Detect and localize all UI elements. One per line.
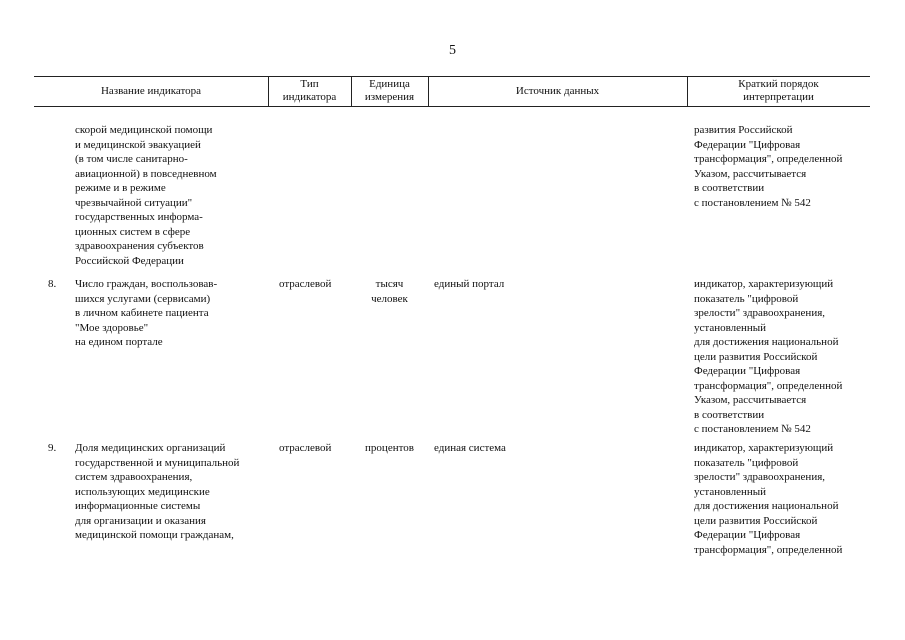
header-unit-label: Единица измерения xyxy=(364,78,415,103)
indicator-name: Доля медицинских организаций государственной и муниципальной систем здравоохранения, использующих медицинские информационные системы для организации и оказания медицинской помощи гражданам, xyxy=(75,442,240,541)
indicator-type: отраслевой xyxy=(279,278,332,290)
header-indicator-name xyxy=(34,76,268,106)
unit: процентов xyxy=(365,442,414,454)
header-indicator-type xyxy=(268,76,351,106)
row-number: 8. xyxy=(48,278,57,290)
header-bottom-rule xyxy=(34,106,870,107)
header-interpretation xyxy=(687,76,870,106)
unit: тысяч человек xyxy=(371,278,408,305)
header-interpretation-label: Краткий порядок интерпретации xyxy=(738,78,819,103)
header-indicator-name-label: Название индикатора xyxy=(100,84,202,97)
interpretation: развития Российской Федерации "Цифровая трансформация", определенной Указом, рассчитывается в соответствии с постановлением № 542 xyxy=(694,124,843,209)
indicator-name: скорой медицинской помощи и медицинской эвакуацией (в том числе санитарно- авиационной) в повседневном режиме и в режиме чрезвычайной ситуации" государственных информа- ционных систем в сфере здравоохранения субъектов Российской Федерации xyxy=(75,124,217,267)
data-source: единый портал xyxy=(434,278,505,290)
header-data-source xyxy=(428,76,687,106)
indicator-type: отраслевой xyxy=(279,442,332,454)
interpretation: индикатор, характеризующий показатель "цифровой зрелости" здравоохранения, установленный для достижения национальной цели развития Российской Федерации "Цифровая трансформация", определенной xyxy=(694,442,843,556)
interpretation: индикатор, характеризующий показатель "цифровой зрелости" здравоохранения, установленный для достижения национальной цели развития Российской Федерации "Цифровая трансформация", определенной Указом, рассчитывается в соответствии с постановлением № 542 xyxy=(694,278,843,435)
row-number: 9. xyxy=(48,442,57,454)
indicator-name: Число граждан, воспользовав- шихся услугами (сервисами) в личном кабинете пациента "Мое здоровье" на едином портале xyxy=(75,278,218,348)
header-data-source-label: Источник данных xyxy=(515,84,600,97)
header-indicator-type-label: Тип индикатора xyxy=(282,78,337,103)
page-number: 5 xyxy=(449,43,456,58)
data-source: единая система xyxy=(434,442,506,454)
header-unit xyxy=(351,76,428,106)
